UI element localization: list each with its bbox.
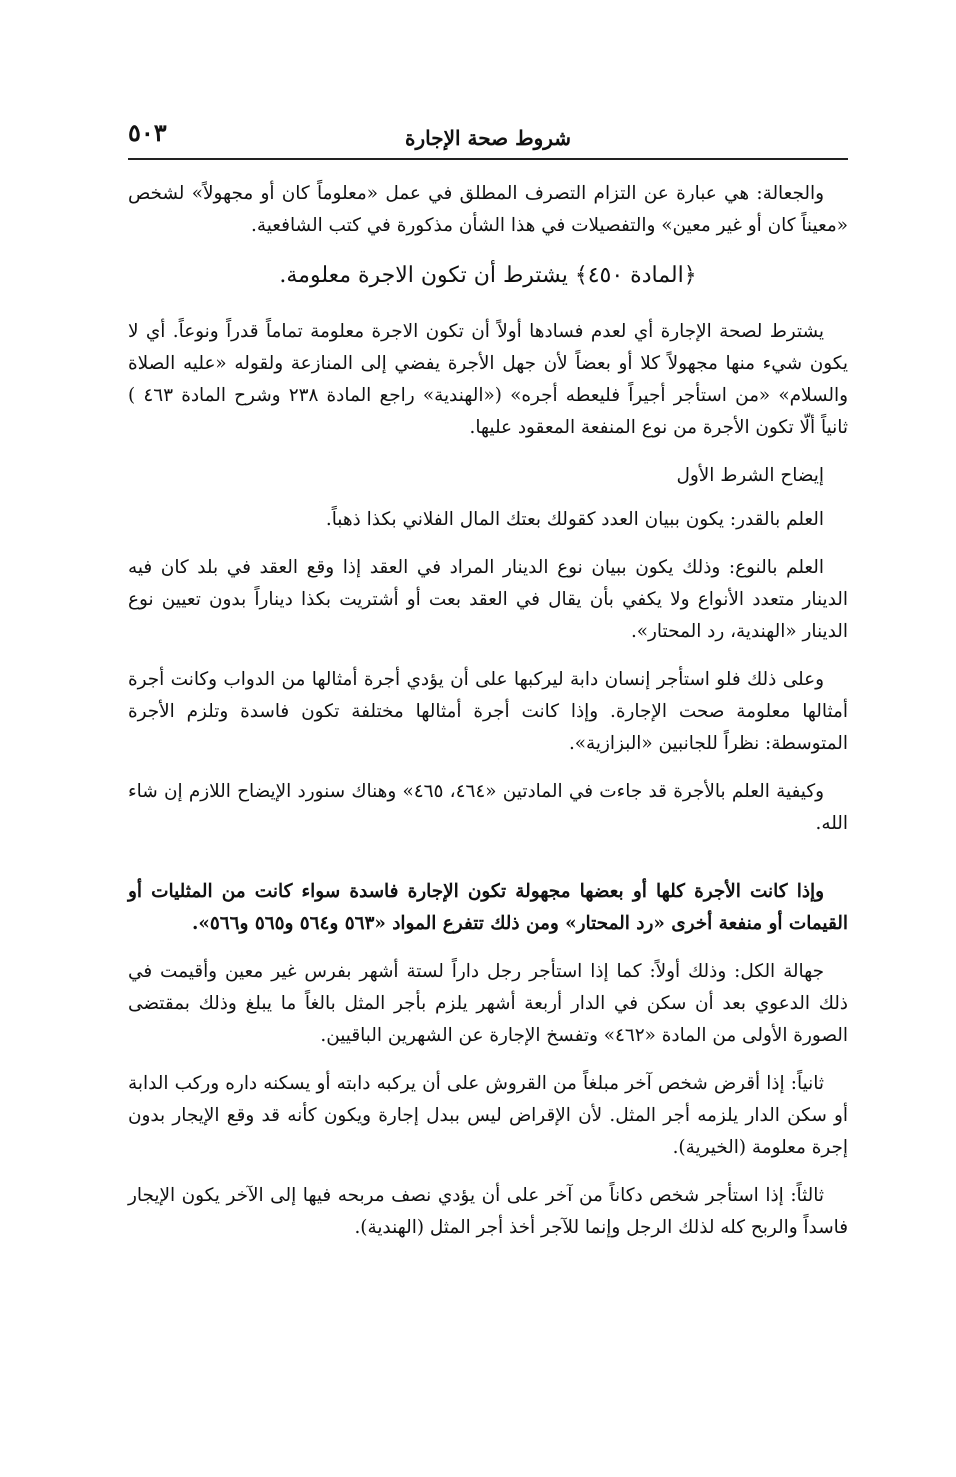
paragraph-animal-rent: وعلى ذلك فلو استأجر إنسان دابة ليركبها على أن يؤدي أجرة أمثالها من الدواب وكانت أجرة أمثالها معلومة صحت الإجارة. وإذا كانت أجرة أمثالها مختلفة تكون فاسدة وتلزم الأجرة المتوسطة: نظراً للجانبين «البزازية». — [128, 669, 848, 754]
paragraph-jualah: والجعالة: هي عبارة عن التزام التصرف المطلق في عمل «معلوماً كان أو مجهولاً» لشخص «معيناً كان أو غير معين» والتفصيلات في هذا الشأن مذكورة في كتب الشافعية. — [128, 183, 848, 236]
article-heading: ﴿المادة ٤٥٠﴾ يشترط أن تكون الاجرة معلومة. — [279, 263, 697, 288]
paragraph-quantity: العلم بالقدر: يكون ببيان العدد كقولك بعتك المال الفلاني بكذا ذهباً. — [325, 509, 824, 530]
running-title: شروط صحة الإجارة — [404, 126, 572, 150]
paragraph-whole-unknown: جهالة الكل: وذلك أولاً: كما إذا استأجر رجل داراً لستة أشهر بفرس غير معين وأقيمت في ذلك الدعوي بعد أن سكن في الدار أربعة أشهر يلزم بأجر المثل بالغاً ما يبلغ وذلك بمقتضى الصورة الأولى من المادة «٤٦٢» وتفسخ الإجارة عن الشهرين الباقيين. — [128, 961, 848, 1046]
paragraph-conditions: يشترط لصحة الإجارة أي لعدم فسادها أولاً أن تكون الاجرة معلومة تماماً قدراً ونوعاً. أي لا يكون شيء منها مجهولاً كلا أو بعضاً لأن جهل الأجرة يفضي إلى المنازعة ولقوله «عليه الصلاة والسلام» «من استأجر أجيراً فليعطه أجره» («الهندية» راجع المادة ٢٣٨ وشرح المادة ٤٦٣ ) ثانياً ألّا تكون الأجرة من نوع المنفعة المعقود عليها. — [128, 321, 848, 438]
page-number: ٥٠٣ — [128, 118, 167, 147]
paragraph-knowledge: وكيفية العلم بالأجرة قد جاءت في المادتين «٤٦٤، ٤٦٥» وهناك سنورد الإيضاح اللازم إن شاء الله. — [128, 781, 848, 834]
paragraph-unknown-rent: وإذا كانت الأجرة كلها أو بعضها مجهولة تكون الإجارة فاسدة سواء كانت من المثليات أو القيمات أو منفعة أخرى «رد المحتار» ومن ذلك تتفرع المواد «٥٦٣ و٥٦٤ و٥٦٥ و٥٦٦». — [128, 881, 848, 934]
paragraph-second: ثانياً: إذا أقرض شخص آخر مبلغاً من القروش على أن يركبه دابته أو يسكنه داره وركب الدابة أو سكن الدار يلزمه أجر المثل. لأن الإقراض ليس ببدل إجارة ويكون كأنه قد وقع الإيجار بدون إجرة معلومة (الخيرية). — [128, 1073, 848, 1158]
page-header — [128, 112, 848, 160]
section-heading: إيضاح الشرط الأول — [676, 465, 824, 486]
paragraph-type: العلم بالنوع: وذلك يكون ببيان نوع الدينار المراد في العقد إذا وقع العقد في بلد كان فيه الدينار متعدد الأنواع ولا يكفي بأن يقال في العقد بعت أو أشتريت بكذا ديناراً بدون تعيين نوع الدينار «الهندية، رد المحتار». — [128, 557, 848, 642]
paragraph-third: ثالثاً: إذا استأجر شخص دكاناً من آخر على أن يؤدي نصف مربحه فيها إلى الآخر يكون الإيجار فاسداً والربح كله لذلك الرجل وإنما للآجر أخذ أجر المثل (الهندية). — [128, 1185, 848, 1238]
body-text — [128, 178, 848, 1260]
